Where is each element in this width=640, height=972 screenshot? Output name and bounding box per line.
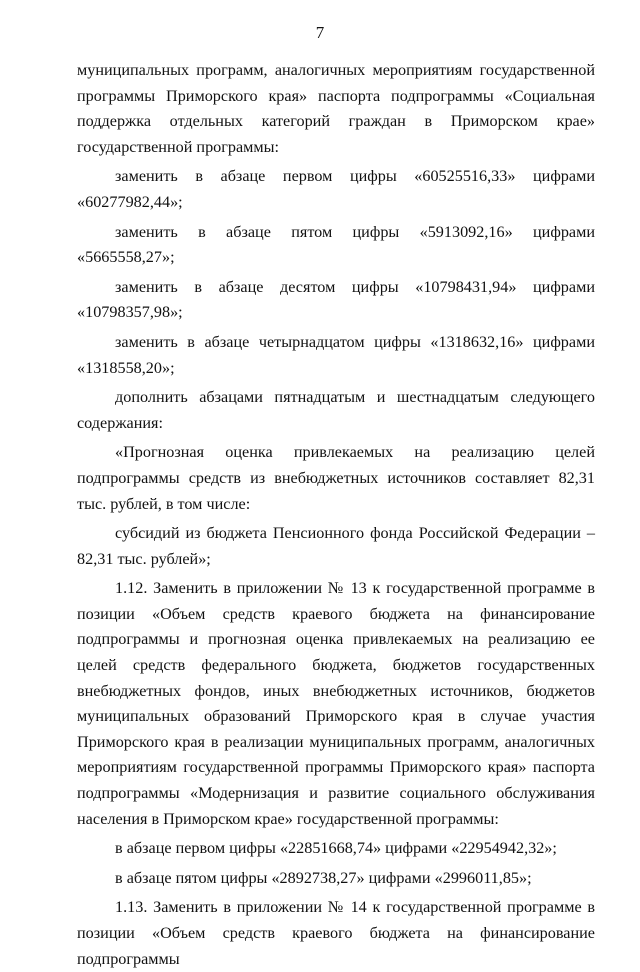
paragraph-11: в абзаце пятом цифры «2892738,27» цифрами «2996011,85»;	[115, 868, 532, 887]
paragraph-7: «Прогнозная оценка привлекаемых на реализацию целей подпрограммы средств из внебюджетных источников составляет 82,31 тыс. рублей, в том числе:	[77, 443, 595, 513]
paragraph-4: заменить в абзаце десятом цифры «10798431,94» цифрами «10798357,98»;	[77, 277, 595, 322]
page-number: 7	[315, 23, 325, 42]
paragraph-8: субсидий из бюджета Пенсионного фонда Российской Федерации – 82,31 тыс. рублей»;	[77, 524, 595, 568]
paragraph-5: заменить в абзаце четырнадцатом цифры «1318632,16» цифрами «1318558,20»;	[77, 332, 595, 377]
paragraph-12: 1.13. Заменить в приложении № 14 к государственной программе в позиции «Объем средств краевого бюджета на финансирование подпрограммы	[77, 898, 595, 968]
document-body	[77, 58, 595, 972]
paragraph-3: заменить в абзаце пятом цифры «5913092,16» цифрами «5665558,27»;	[77, 222, 595, 267]
paragraph-10: в абзаце первом цифры «22851668,74» цифрами «22954942,32»;	[115, 839, 557, 858]
paragraph-1: муниципальных программ, аналогичных мероприятиям государственной программы Приморского края» паспорта подпрограммы «Социальная поддержка отдельных категорий граждан в Приморском крае» государственной программы:	[77, 61, 595, 156]
paragraph-2: заменить в абзаце первом цифры «60525516,33» цифрами «60277982,44»;	[77, 167, 595, 211]
paragraph-9: 1.12. Заменить в приложении № 13 к государственной программе в позиции «Объем средств краевого бюджета на финансирование подпрограммы и прогнозная оценка привлекаемых на реализацию ее целей средств федерального бюджета, бюджетов государственных внебюджетных фондов, иных внебюджетных источников, бюджетов муниципальных образований Приморского края в случае участия Приморского края в реализации муниципальных программ, аналогичных мероприятиям государственной программы Приморского края» паспорта подпрограммы «Модернизация и развитие социального обслуживания населения в Приморском крае» государственной программы:	[77, 579, 595, 828]
paragraph-6: дополнить абзацами пятнадцатым и шестнадцатым следующего содержания:	[77, 388, 595, 432]
